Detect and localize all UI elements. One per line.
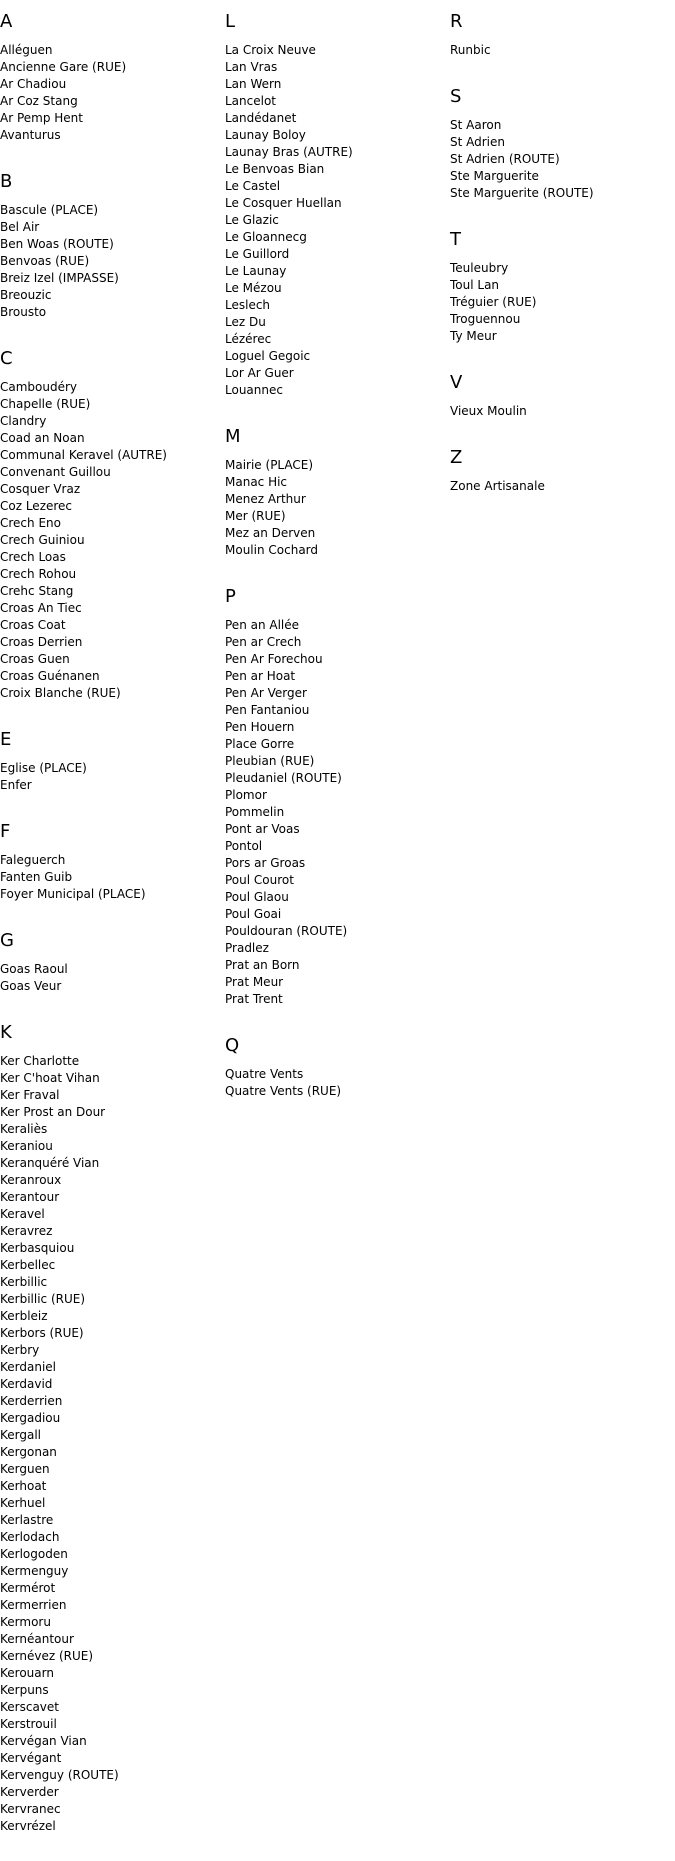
street-link[interactable]: Mez an Derven (225, 526, 316, 540)
street-link[interactable]: Kergall (0, 1428, 42, 1442)
street-link[interactable]: Breiz Izel (IMPASSE) (0, 271, 119, 285)
street-link[interactable]: Tréguier (RUE) (450, 295, 537, 309)
street-link[interactable]: Eglise (PLACE) (0, 761, 87, 775)
street-link[interactable]: Lancelot (225, 94, 277, 108)
street-link[interactable]: Pleudaniel (ROUTE) (225, 771, 342, 785)
street-link[interactable]: La Croix Neuve (225, 43, 316, 57)
street-link[interactable]: Pen Ar Verger (225, 686, 307, 700)
street-link[interactable]: Lézérec (225, 332, 272, 346)
street-link[interactable]: Brousto (0, 305, 47, 319)
column-1 (0, 10, 225, 1861)
street-link[interactable]: Pleubian (RUE) (225, 754, 315, 768)
street-link[interactable]: Plomor (225, 788, 267, 802)
street-link[interactable]: Croas Guen (0, 652, 70, 666)
street-link[interactable]: Ker Prost an Dour (0, 1105, 106, 1119)
street-list (0, 760, 225, 794)
street-link[interactable]: Crech Eno (0, 516, 61, 530)
street-link[interactable]: Pommelin (225, 805, 285, 819)
street-link[interactable]: Enfer (0, 778, 32, 792)
street-link[interactable]: Ste Marguerite (ROUTE) (450, 186, 594, 200)
street-link[interactable]: Kerbleiz (0, 1309, 48, 1323)
street-link[interactable]: Lan Vras (225, 60, 278, 74)
street-link[interactable]: Toul Lan (450, 278, 500, 292)
section-letter-heading: Q (225, 1035, 240, 1056)
section-letter-heading: T (450, 229, 461, 250)
letter-section (450, 10, 675, 59)
street-link[interactable]: Kervégan Vian (0, 1734, 87, 1748)
street-link[interactable]: Kerscavet (0, 1700, 59, 1714)
letter-section (450, 446, 675, 495)
street-link[interactable]: Kerbillic (0, 1275, 48, 1289)
letter-section (450, 228, 675, 345)
street-link[interactable]: Communal Keravel (AUTRE) (0, 448, 167, 462)
street-link[interactable]: Croas An Tiec (0, 601, 82, 615)
street-link[interactable]: Kergonan (0, 1445, 57, 1459)
street-link[interactable]: Croas Guénanen (0, 669, 100, 683)
street-link[interactable]: Teuleubry (450, 261, 509, 275)
street-link[interactable]: Prat Trent (225, 992, 283, 1006)
street-link[interactable]: Kerdavid (0, 1377, 53, 1391)
street-link[interactable]: Keravrez (0, 1224, 53, 1238)
street-link[interactable]: Kergadiou (0, 1411, 61, 1425)
street-link[interactable]: Pen ar Crech (225, 635, 302, 649)
letter-section (225, 585, 450, 1008)
street-link[interactable]: Pors ar Groas (225, 856, 306, 870)
street-link[interactable]: Lan Wern (225, 77, 282, 91)
column-3 (450, 10, 675, 521)
street-link[interactable]: Kerantour (0, 1190, 60, 1204)
street-link[interactable]: Pen Houern (225, 720, 295, 734)
street-link[interactable]: Ar Chadiou (0, 77, 67, 91)
street-link[interactable]: Kerverder (0, 1785, 59, 1799)
section-letter-heading: V (450, 372, 463, 393)
letter-section (0, 728, 225, 794)
street-link[interactable]: Kerbors (RUE) (0, 1326, 84, 1340)
street-link[interactable]: Kerbellec (0, 1258, 56, 1272)
street-link[interactable]: Chapelle (RUE) (0, 397, 91, 411)
street-link[interactable]: Breouzic (0, 288, 52, 302)
street-link[interactable]: Mer (RUE) (225, 509, 286, 523)
section-letter-heading: E (0, 729, 12, 750)
street-link[interactable]: Kerbasquiou (0, 1241, 75, 1255)
section-letter-heading: L (225, 11, 236, 32)
section-letter-heading: R (450, 11, 463, 32)
street-link[interactable]: Kervégant (0, 1751, 62, 1765)
street-link[interactable]: Ben Woas (ROUTE) (0, 237, 114, 251)
street-link[interactable]: Kerlastre (0, 1513, 54, 1527)
letter-section (0, 347, 225, 702)
street-list (450, 478, 675, 495)
section-letter-heading: K (0, 1022, 12, 1043)
street-link[interactable]: Quatre Vents (RUE) (225, 1084, 342, 1098)
street-link[interactable]: Kerouarn (0, 1666, 54, 1680)
street-list (0, 42, 225, 144)
street-link[interactable]: Leslech (225, 298, 271, 312)
street-link[interactable]: St Aaron (450, 118, 502, 132)
street-link[interactable]: Crehc Stang (0, 584, 74, 598)
street-link[interactable]: Ker C'hoat Vihan (0, 1071, 100, 1085)
street-link[interactable]: Fanten Guib (0, 870, 73, 884)
street-link[interactable]: Clandry (0, 414, 47, 428)
column-2 (225, 10, 450, 1126)
street-link[interactable]: Poul Glaou (225, 890, 289, 904)
section-letter-heading: P (225, 586, 236, 607)
street-list (225, 617, 450, 1008)
street-link[interactable]: Le Launay (225, 264, 287, 278)
street-link[interactable]: Prat Meur (225, 975, 284, 989)
street-link[interactable]: Kerbillic (RUE) (0, 1292, 86, 1306)
street-link[interactable]: Le Guillord (225, 247, 290, 261)
street-link[interactable]: Lez Du (225, 315, 266, 329)
street-list (0, 852, 225, 903)
street-link[interactable]: Ker Charlotte (0, 1054, 80, 1068)
street-link[interactable]: Kerlogoden (0, 1547, 68, 1561)
street-link[interactable]: Bel Air (0, 220, 40, 234)
street-link[interactable]: Kerhoat (0, 1479, 47, 1493)
street-link[interactable]: Poul Goai (225, 907, 282, 921)
street-list (450, 117, 675, 202)
street-link[interactable]: Prat an Born (225, 958, 300, 972)
street-list (0, 961, 225, 995)
street-link[interactable]: Crech Rohou (0, 567, 77, 581)
street-link[interactable]: Faleguerch (0, 853, 66, 867)
section-letter-heading: M (225, 426, 241, 447)
street-link[interactable]: Pen Ar Forechou (225, 652, 323, 666)
street-link[interactable]: Le Gloannecg (225, 230, 307, 244)
street-link[interactable]: Keranquéré Vian (0, 1156, 100, 1170)
street-link[interactable]: Coad an Noan (0, 431, 85, 445)
street-link[interactable]: Poul Courot (225, 873, 294, 887)
street-link[interactable]: Landédanet (225, 111, 297, 125)
letter-section (450, 371, 675, 420)
street-list (450, 260, 675, 345)
section-letter-heading: B (0, 171, 13, 192)
street-link[interactable]: Ker Fraval (0, 1088, 60, 1102)
street-list (0, 202, 225, 321)
street-link[interactable]: Kernévez (RUE) (0, 1649, 94, 1663)
letter-section (225, 425, 450, 559)
street-link[interactable]: Kermérot (0, 1581, 56, 1595)
street-link[interactable]: Vieux Moulin (450, 404, 527, 418)
street-link[interactable]: Croas Derrien (0, 635, 83, 649)
street-list (0, 379, 225, 702)
street-link[interactable]: Goas Raoul (0, 962, 68, 976)
street-link[interactable]: Kerderrien (0, 1394, 63, 1408)
street-list (0, 1053, 225, 1835)
street-list (225, 457, 450, 559)
street-link[interactable]: Menez Arthur (225, 492, 306, 506)
street-list (225, 42, 450, 399)
street-link[interactable]: Pont ar Voas (225, 822, 300, 836)
street-link[interactable]: Kermerrien (0, 1598, 67, 1612)
street-link[interactable]: Kervranec (0, 1802, 61, 1816)
letter-section (450, 85, 675, 202)
street-link[interactable]: Pradlez (225, 941, 269, 955)
letter-section (0, 820, 225, 903)
street-link[interactable]: Kerbry (0, 1343, 40, 1357)
street-link[interactable]: Le Benvoas Bian (225, 162, 325, 176)
street-link[interactable]: Pouldouran (ROUTE) (225, 924, 348, 938)
street-link[interactable]: Crech Guiniou (0, 533, 85, 547)
street-link[interactable]: Kerguen (0, 1462, 50, 1476)
street-link[interactable]: Camboudéry (0, 380, 78, 394)
street-link[interactable]: Kervrézel (0, 1819, 56, 1833)
street-link[interactable]: Croas Coat (0, 618, 66, 632)
street-link[interactable]: Bascule (PLACE) (0, 203, 99, 217)
street-list (450, 42, 675, 59)
street-link[interactable]: Le Castel (225, 179, 281, 193)
letter-section (225, 10, 450, 399)
street-link[interactable]: Ty Meur (450, 329, 497, 343)
street-link[interactable]: Manac Hic (225, 475, 288, 489)
section-letter-heading: S (450, 86, 462, 107)
street-link[interactable]: Pen Fantaniou (225, 703, 310, 717)
street-link[interactable]: Launay Bras (AUTRE) (225, 145, 353, 159)
section-letter-heading: F (0, 821, 11, 842)
street-link[interactable]: Foyer Municipal (PLACE) (0, 887, 146, 901)
letter-section (0, 929, 225, 995)
street-link[interactable]: Pen ar Hoat (225, 669, 296, 683)
street-link[interactable]: Mairie (PLACE) (225, 458, 314, 472)
street-link[interactable]: Le Cosquer Huellan (225, 196, 342, 210)
street-link[interactable]: Kerlodach (0, 1530, 60, 1544)
street-link[interactable]: Pen an Allée (225, 618, 300, 632)
street-link[interactable]: Cosquer Vraz (0, 482, 81, 496)
street-link[interactable]: Alléguen (0, 43, 53, 57)
street-link[interactable]: Goas Veur (0, 979, 62, 993)
section-letter-heading: C (0, 348, 13, 369)
street-link[interactable]: Crech Loas (0, 550, 66, 564)
street-link[interactable]: Lor Ar Guer (225, 366, 294, 380)
street-link[interactable]: Kerpuns (0, 1683, 49, 1697)
section-letter-heading: A (0, 11, 13, 32)
street-link[interactable]: Keranroux (0, 1173, 62, 1187)
street-list (225, 1066, 450, 1100)
street-link[interactable]: Keravel (0, 1207, 45, 1221)
street-link[interactable]: Troguennou (450, 312, 521, 326)
street-link[interactable]: Le Mézou (225, 281, 282, 295)
street-link[interactable]: Kerstrouil (0, 1717, 57, 1731)
letter-section (0, 10, 225, 144)
street-link[interactable]: Le Glazic (225, 213, 279, 227)
street-list (450, 403, 675, 420)
street-link[interactable]: Moulin Cochard (225, 543, 319, 557)
street-link[interactable]: St Adrien (450, 135, 506, 149)
street-link[interactable]: Benvoas (RUE) (0, 254, 90, 268)
street-link[interactable]: Loguel Gegoic (225, 349, 311, 363)
street-link[interactable]: Louannec (225, 383, 283, 397)
street-link[interactable]: Croix Blanche (RUE) (0, 686, 121, 700)
street-link[interactable]: Runbic (450, 43, 491, 57)
section-letter-heading: G (0, 930, 14, 951)
street-link[interactable]: Convenant Guillou (0, 465, 111, 479)
letter-section (0, 1021, 225, 1835)
street-link[interactable]: Kermenguy (0, 1564, 69, 1578)
street-link[interactable]: Quatre Vents (225, 1067, 304, 1081)
street-link[interactable]: Keraliès (0, 1122, 48, 1136)
street-link[interactable]: Launay Boloy (225, 128, 306, 142)
letter-section (225, 1034, 450, 1100)
street-link[interactable]: Place Gorre (225, 737, 295, 751)
street-link[interactable]: Kernéantour (0, 1632, 74, 1646)
street-link[interactable]: Kermoru (0, 1615, 51, 1629)
street-link[interactable]: Ste Marguerite (450, 169, 539, 183)
street-link[interactable]: Kervenguy (ROUTE) (0, 1768, 119, 1782)
street-link[interactable]: Ar Coz Stang (0, 94, 78, 108)
street-link[interactable]: Keraniou (0, 1139, 53, 1153)
letter-section (0, 170, 225, 321)
section-letter-heading: Z (450, 447, 463, 468)
street-link[interactable]: Kerhuel (0, 1496, 46, 1510)
street-link[interactable]: Ancienne Gare (RUE) (0, 60, 127, 74)
street-link[interactable]: St Adrien (ROUTE) (450, 152, 560, 166)
street-link[interactable]: Coz Lezerec (0, 499, 73, 513)
street-link[interactable]: Kerdaniel (0, 1360, 57, 1374)
street-link[interactable]: Avanturus (0, 128, 61, 142)
street-link[interactable]: Zone Artisanale (450, 479, 545, 493)
street-link[interactable]: Ar Pemp Hent (0, 111, 83, 125)
street-link[interactable]: Pontol (225, 839, 263, 853)
